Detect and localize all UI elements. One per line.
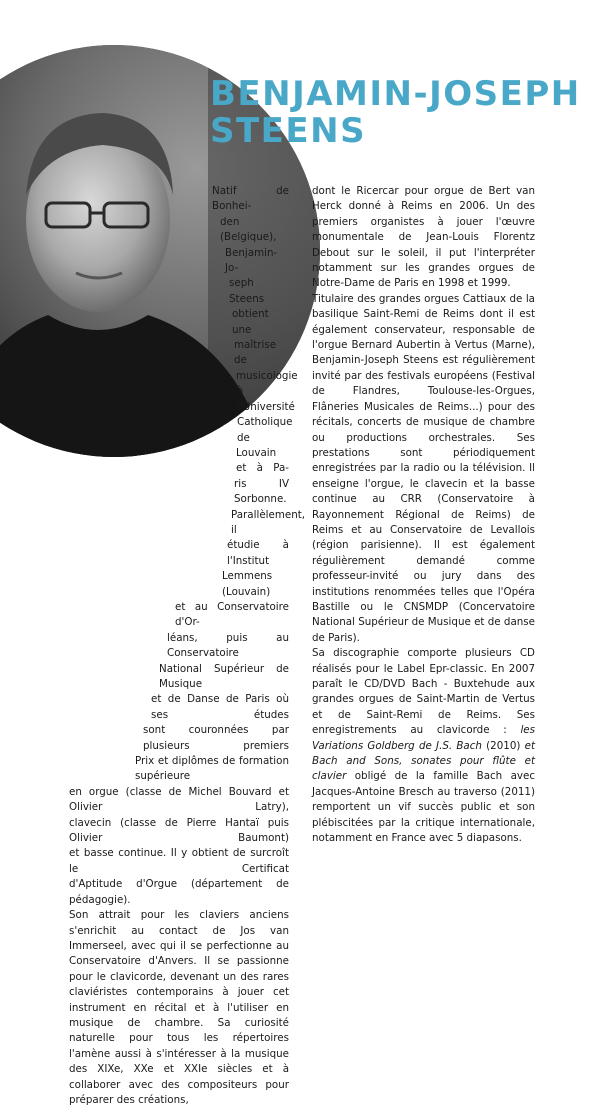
left-intro-line: Natif de Bonhei- (212, 185, 289, 213)
right-paragraph-3-italic-1: les Variations Goldberg de J.S. Bach (312, 724, 535, 752)
left-intro-line: clavecin (classe de Pierre Hantaï puis Olivier Baumont) (69, 816, 289, 845)
left-intro-line: Benjamin-Jo- (225, 246, 278, 275)
right-column (312, 184, 535, 846)
right-paragraph-3-text-b: (2010) (481, 739, 525, 752)
left-intro-line: Prix et diplômes de formation supérieure (135, 755, 289, 783)
right-paragraph-3-italic-2: et Bach and Sons, sonates pour flûte et clavier (312, 739, 535, 783)
left-intro-line: et de Danse de Paris où ses études (151, 693, 289, 721)
left-intro-line: Lemmens (Louvain) (222, 570, 273, 598)
title-line-1: BENJAMIN-JOSEPH (210, 74, 581, 114)
page-title (210, 76, 581, 150)
right-paragraph-3-text-a: Sa discographie comporte plusieurs CD réalisés pour le Label Epr-classic. En 2007 paraît le CD/DVD Bach - Buxtehude aux grandes orgues de Saint-Martin de Vertus et de Saint-Remi de Reims. Ses enregistrements au clavicorde : (312, 647, 535, 737)
title-line-2: STEENS (210, 111, 367, 151)
left-intro-line: et basse continue. Il y obtient de surcroît le Certificat (69, 847, 289, 875)
left-paragraph-2: Son attrait pour les claviers anciens s'enrichit au contact de Jos van Immerseel, avec qui il se perfectionne au Conservatoire d'Anvers. Il se passionne pour le clavicorde, devenant un des rares claviéristes contemporains à jouer cet instrument en récital et à l'utiliser en musique de chambre. Sa curiosité naturelle pour tous les répertoires l'amène aussi à s'intéresser à la musique des XIXe, XXe et XXIe siècles et à collaborer avec des compositeurs pour préparer des créations, (69, 909, 289, 1106)
left-intro-line: en orgue (classe de Michel Bouvard et Olivier Latry), (69, 785, 289, 814)
left-intro-line: obtient une (232, 308, 269, 336)
left-intro-line: sont couronnées par plusieurs premiers (143, 724, 289, 752)
right-paragraph-3-text-c: obligé de la famille Bach avec Jacques-Antoine Bresch au traverso (2011) remportent un vif succès public et son plébiscitées par la critique internationale, notamment en France avec 5 diapasons. (312, 770, 535, 845)
left-intro-line: Louvain et à Pa- (236, 446, 289, 475)
left-intro-line: Parallèlement, il (231, 508, 306, 536)
left-intro-line: léans, puis au Conservatoire (167, 631, 289, 660)
left-column (69, 184, 306, 1108)
left-intro-paragraph (69, 184, 306, 908)
left-intro-line: maîtrise de (234, 339, 277, 367)
left-intro-line: étudie à l'Institut (227, 539, 289, 567)
left-intro-line: ris IV Sorbonne. (234, 477, 289, 506)
left-intro-line: National Supérieur de Musique (159, 662, 289, 690)
right-paragraph-2: Titulaire des grandes orgues Cattiaux de la basilique Saint-Remi de Reims dont il est également conservateur, responsable de l'orgue Bernard Aubertin à Vertus (Marne), Benjamin-Joseph Steens est régulièrement invité par des festivals européens (Festival de Flandres, Toulouse-les-Orgues, Flâneries Musicales de Reims...) pour des récitals, concerts de musique de chambre ou productions orchestrales. Ses prestations sont périodiquement enregistrées par la radio ou la télévision. Il enseigne l'orgue, le clavecin et la basse continue au CRR (Conservatoire à Rayonnement Régional de Reims) de Reims et au Conservatoire de Levallois (région parisienne). Il est également régulièrement demandé comme professeur-invité ou jury dans des institutions renommées telles que l'Opéra Bastille ou le CNSMDP (Concervatoire National Supérieur de Musique et de danse de Paris). (312, 292, 535, 644)
left-intro-line: et au Conservatoire d'Or- (175, 600, 289, 629)
left-intro-line: seph Steens (229, 277, 265, 305)
left-intro-line: musicologie (236, 369, 298, 382)
right-paragraph-3 (312, 646, 535, 846)
left-intro-line: à l'Université (237, 385, 295, 413)
left-intro-line: den (Belgique), (220, 215, 277, 244)
right-paragraph-1: dont le Ricercar pour orgue de Bert van Herck donné à Reims en 2006. Un des premiers organistes à jouer l'œuvre monumentale de Jean-Louis Florentz Debout sur le soleil, il put l'interpréter notamment sur les grandes orgues de Notre-Dame de Paris en 1998 et 1999. (312, 185, 535, 290)
left-intro-line: Catholique de (237, 416, 293, 444)
left-intro-line: d'Aptitude d'Orgue (département de pédagogie). (69, 878, 289, 906)
